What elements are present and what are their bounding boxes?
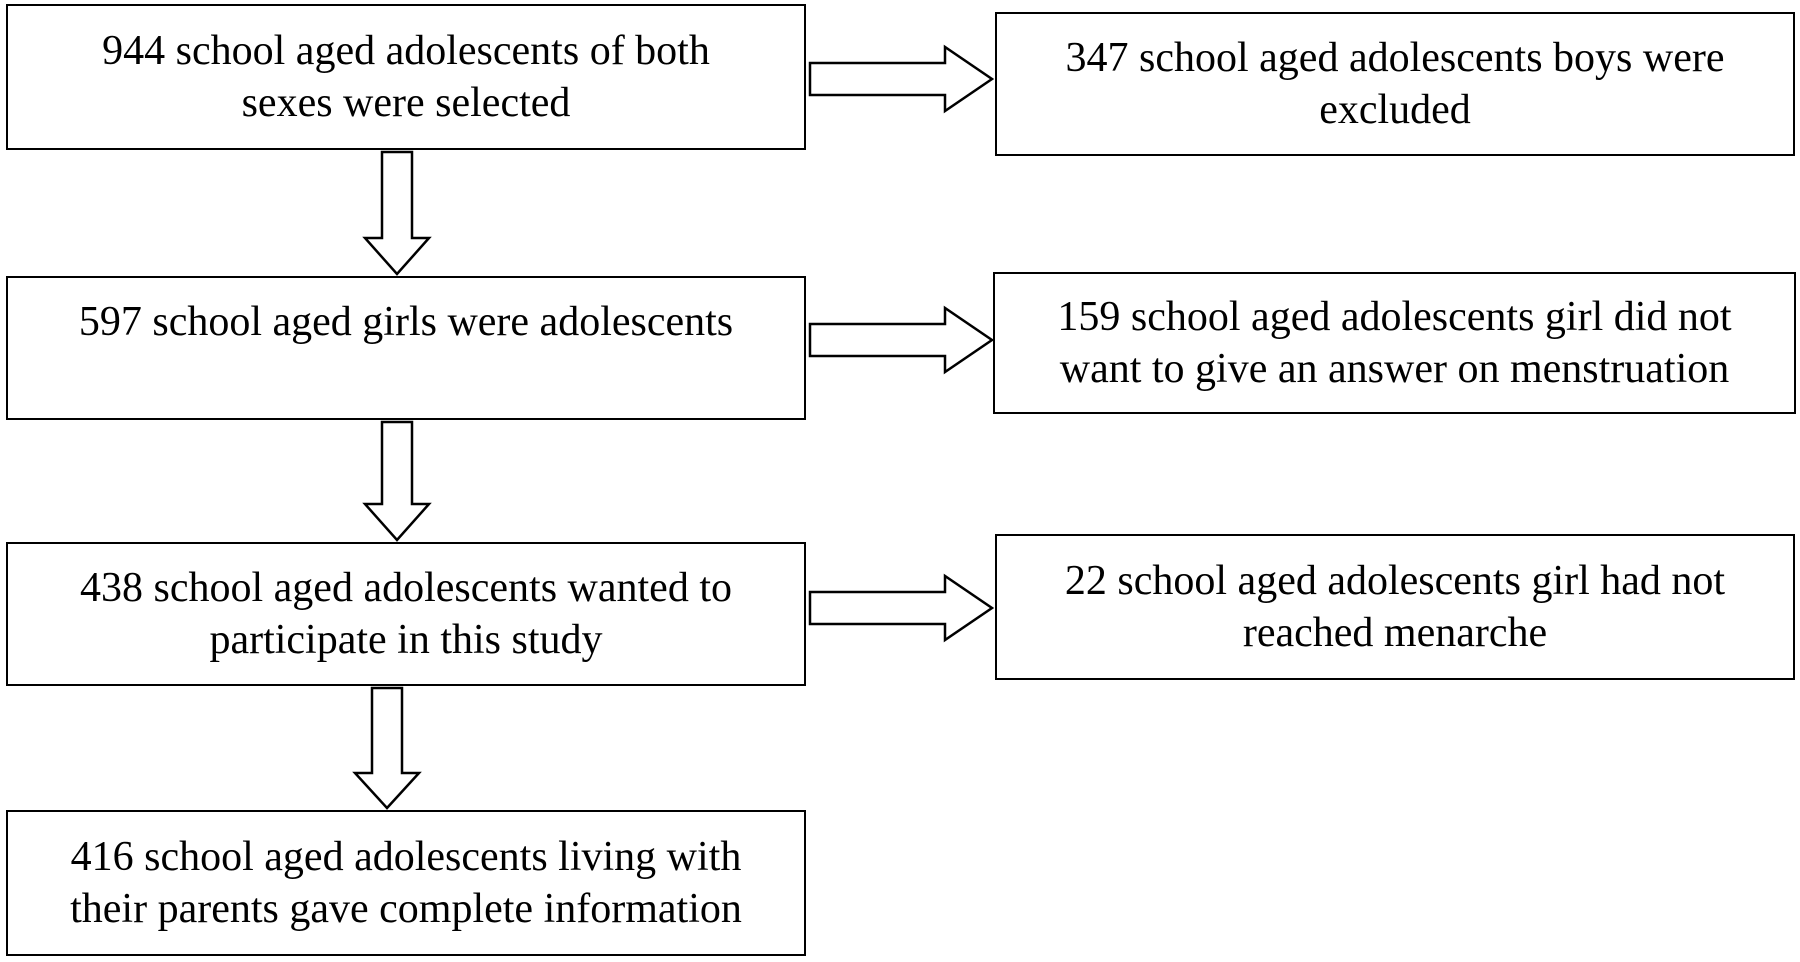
step-box-3 <box>6 542 806 686</box>
step-box-1 <box>6 4 806 150</box>
down-arrow-2 <box>365 422 429 540</box>
excluded-box-3-line-2: reached menarche <box>1242 610 1548 656</box>
excluded-box-3 <box>995 534 1795 680</box>
step-box-2-line-1: 597 school aged girls were adolescents <box>78 299 734 345</box>
step-box-2 <box>6 276 806 420</box>
final-sample-box-line-1: 416 school aged adolescents living with <box>70 834 742 880</box>
excluded-box-1 <box>995 12 1795 156</box>
excluded-box-3-line-1: 22 school aged adolescents girl had not <box>1064 558 1726 604</box>
right-arrow-3 <box>810 576 992 640</box>
step-box-3-line-1: 438 school aged adolescents wanted to <box>80 565 732 611</box>
step-box-1-line-2: sexes were selected <box>241 80 571 126</box>
final-sample-box-line-2: their parents gave complete information <box>70 886 742 932</box>
excluded-box-1-line-1: 347 school aged adolescents boys were <box>1065 35 1725 81</box>
final-sample-box <box>6 810 806 956</box>
down-arrow-1 <box>365 152 429 274</box>
excluded-box-2 <box>993 272 1796 414</box>
down-arrow-3 <box>355 688 419 808</box>
step-box-1-line-1: 944 school aged adolescents of both <box>102 28 710 74</box>
step-box-3-line-2: participate in this study <box>209 617 603 663</box>
excluded-box-2-line-1: 159 school aged adolescents girl did not <box>1057 294 1732 340</box>
excluded-box-2-line-2: want to give an answer on menstruation <box>1059 346 1730 392</box>
right-arrow-2 <box>810 308 992 372</box>
right-arrow-1 <box>810 47 992 111</box>
excluded-box-1-line-2: excluded <box>1319 87 1471 133</box>
